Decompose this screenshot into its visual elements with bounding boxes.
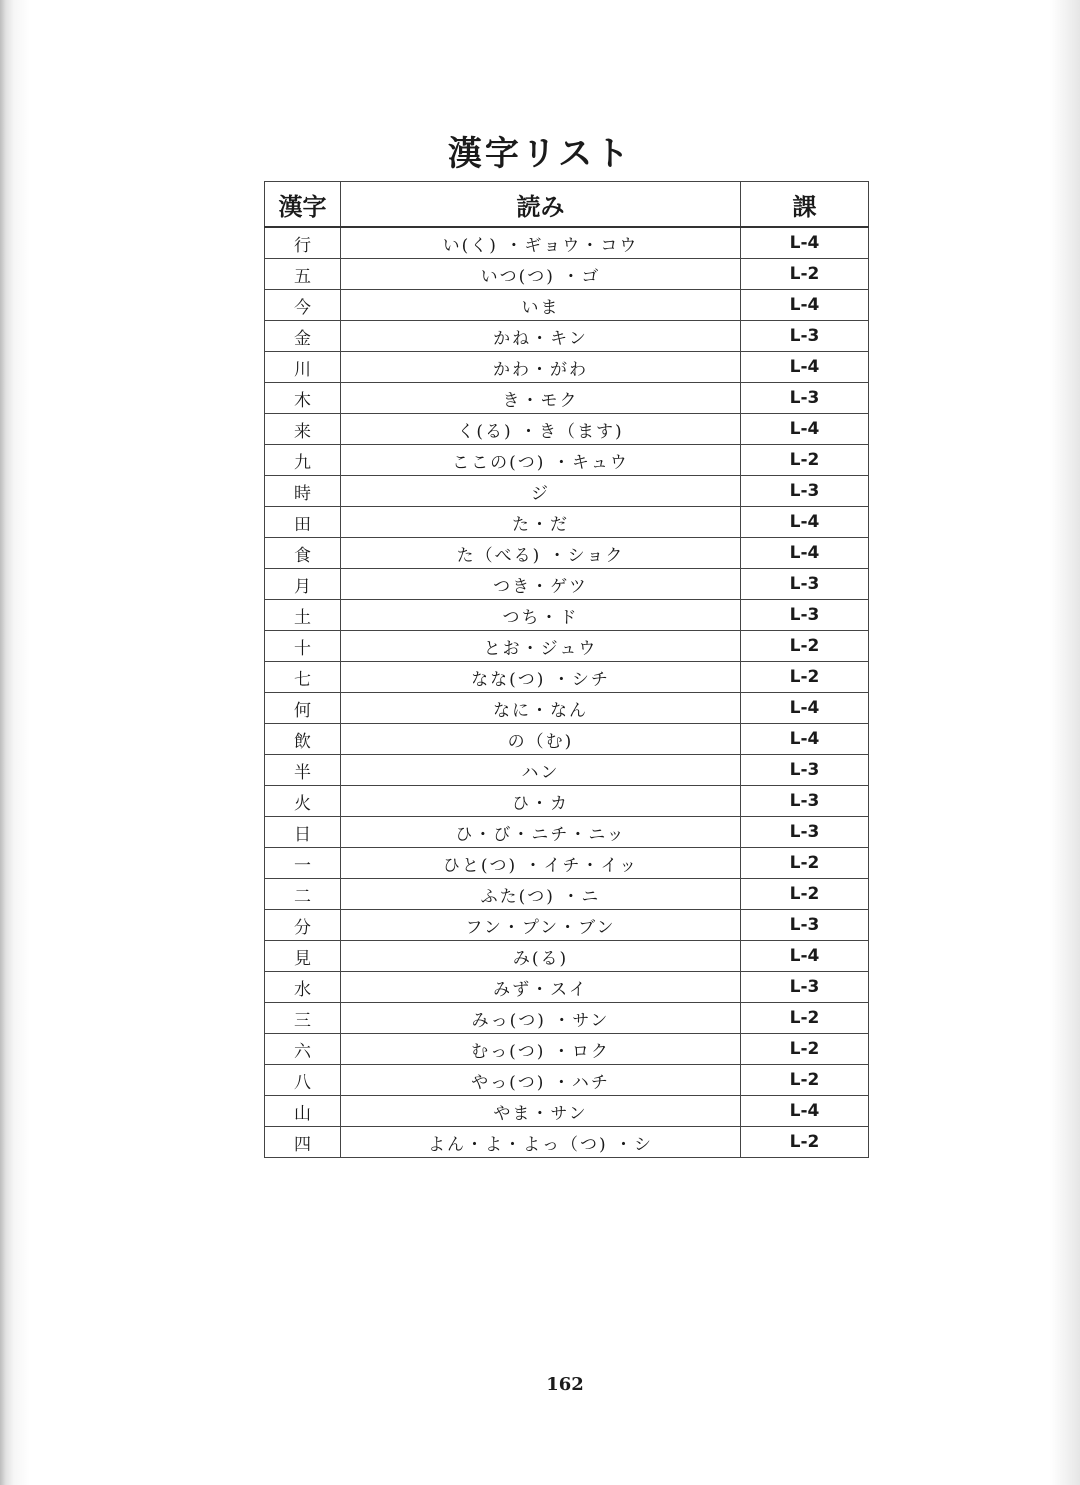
kanji-cell: 三 xyxy=(265,1003,341,1034)
table-row xyxy=(265,600,869,631)
lesson-cell: L-2 xyxy=(741,662,869,693)
reading-cell: た（べる) ・ショク xyxy=(341,538,741,569)
reading-cell: むっ(つ) ・ロク xyxy=(341,1034,741,1065)
kanji-cell: 二 xyxy=(265,879,341,910)
table-row xyxy=(265,848,869,879)
kanji-cell: 何 xyxy=(265,693,341,724)
lesson-cell: L-3 xyxy=(741,383,869,414)
table-row xyxy=(265,724,869,755)
reading-cell: ハン xyxy=(341,755,741,786)
table-row xyxy=(265,941,869,972)
lesson-cell: L-4 xyxy=(741,538,869,569)
kanji-cell: 一 xyxy=(265,848,341,879)
header-reading: 読み xyxy=(341,182,741,228)
table-row xyxy=(265,1003,869,1034)
table-row xyxy=(265,569,869,600)
lesson-cell: L-4 xyxy=(741,724,869,755)
lesson-cell: L-3 xyxy=(741,972,869,1003)
lesson-cell: L-2 xyxy=(741,259,869,290)
kanji-cell: 土 xyxy=(265,600,341,631)
table-row xyxy=(265,910,869,941)
kanji-cell: 半 xyxy=(265,755,341,786)
table-row xyxy=(265,1065,869,1096)
lesson-cell: L-3 xyxy=(741,755,869,786)
kanji-cell: 九 xyxy=(265,445,341,476)
lesson-cell: L-3 xyxy=(741,786,869,817)
page-number: 162 xyxy=(546,1374,584,1395)
reading-cell: く(る) ・き（ます) xyxy=(341,414,741,445)
kanji-cell: 月 xyxy=(265,569,341,600)
reading-cell: よん・よ・よっ（つ) ・シ xyxy=(341,1127,741,1158)
reading-cell: かわ・がわ xyxy=(341,352,741,383)
reading-cell: みず・スイ xyxy=(341,972,741,1003)
lesson-cell: L-3 xyxy=(741,817,869,848)
reading-cell: いつ(つ) ・ゴ xyxy=(341,259,741,290)
table-header-row xyxy=(265,182,869,228)
lesson-cell: L-2 xyxy=(741,1034,869,1065)
lesson-cell: L-3 xyxy=(741,600,869,631)
table-row xyxy=(265,321,869,352)
lesson-cell: L-4 xyxy=(741,1096,869,1127)
reading-cell: ふた(つ) ・ニ xyxy=(341,879,741,910)
kanji-cell: 田 xyxy=(265,507,341,538)
kanji-cell: 今 xyxy=(265,290,341,321)
table-row xyxy=(265,1034,869,1065)
table-row xyxy=(265,227,869,259)
reading-cell: やっ(つ) ・ハチ xyxy=(341,1065,741,1096)
lesson-cell: L-4 xyxy=(741,693,869,724)
table-row xyxy=(265,476,869,507)
kanji-cell: 来 xyxy=(265,414,341,445)
reading-cell: なな(つ) ・シチ xyxy=(341,662,741,693)
lesson-cell: L-2 xyxy=(741,1127,869,1158)
table-row xyxy=(265,879,869,910)
table-row xyxy=(265,290,869,321)
lesson-cell: L-2 xyxy=(741,1065,869,1096)
kanji-cell: 金 xyxy=(265,321,341,352)
kanji-cell: 行 xyxy=(265,227,341,259)
lesson-cell: L-3 xyxy=(741,321,869,352)
reading-cell: い(く) ・ギョウ・コウ xyxy=(341,227,741,259)
lesson-cell: L-4 xyxy=(741,941,869,972)
table-row xyxy=(265,662,869,693)
kanji-cell: 木 xyxy=(265,383,341,414)
lesson-cell: L-3 xyxy=(741,910,869,941)
reading-cell: ひ・び・ニチ・ニッ xyxy=(341,817,741,848)
reading-cell: かね・キン xyxy=(341,321,741,352)
table-row xyxy=(265,631,869,662)
reading-cell: つち・ド xyxy=(341,600,741,631)
table-row xyxy=(265,1096,869,1127)
reading-cell: ジ xyxy=(341,476,741,507)
header-kanji: 漢字 xyxy=(265,182,341,228)
kanji-cell: 飲 xyxy=(265,724,341,755)
kanji-cell: 山 xyxy=(265,1096,341,1127)
kanji-cell: 食 xyxy=(265,538,341,569)
table-row xyxy=(265,414,869,445)
lesson-cell: L-2 xyxy=(741,879,869,910)
lesson-cell: L-2 xyxy=(741,445,869,476)
kanji-cell: 四 xyxy=(265,1127,341,1158)
kanji-cell: 見 xyxy=(265,941,341,972)
kanji-list-table xyxy=(264,181,869,1158)
table-row xyxy=(265,352,869,383)
header-lesson: 課 xyxy=(741,182,869,228)
lesson-cell: L-2 xyxy=(741,848,869,879)
kanji-cell: 時 xyxy=(265,476,341,507)
table-row xyxy=(265,259,869,290)
kanji-cell: 六 xyxy=(265,1034,341,1065)
kanji-cell: 日 xyxy=(265,817,341,848)
reading-cell: ひ・カ xyxy=(341,786,741,817)
lesson-cell: L-4 xyxy=(741,290,869,321)
reading-cell: いま xyxy=(341,290,741,321)
table-row xyxy=(265,755,869,786)
lesson-cell: L-4 xyxy=(741,414,869,445)
page-title: 漢字リスト xyxy=(447,134,633,174)
lesson-cell: L-2 xyxy=(741,631,869,662)
kanji-cell: 川 xyxy=(265,352,341,383)
kanji-cell: 七 xyxy=(265,662,341,693)
lesson-cell: L-4 xyxy=(741,507,869,538)
reading-cell: き・モク xyxy=(341,383,741,414)
table-row xyxy=(265,507,869,538)
table-row xyxy=(265,817,869,848)
reading-cell: つき・ゲツ xyxy=(341,569,741,600)
table-row xyxy=(265,1127,869,1158)
reading-cell: ここの(つ) ・キュウ xyxy=(341,445,741,476)
reading-cell: とお・ジュウ xyxy=(341,631,741,662)
kanji-cell: 火 xyxy=(265,786,341,817)
kanji-cell: 五 xyxy=(265,259,341,290)
reading-cell: フン・プン・ブン xyxy=(341,910,741,941)
lesson-cell: L-4 xyxy=(741,352,869,383)
table-row xyxy=(265,972,869,1003)
table-row xyxy=(265,693,869,724)
lesson-cell: L-4 xyxy=(741,227,869,259)
table-body xyxy=(265,227,869,1158)
reading-cell: なに・なん xyxy=(341,693,741,724)
table-row xyxy=(265,383,869,414)
lesson-cell: L-3 xyxy=(741,569,869,600)
kanji-cell: 水 xyxy=(265,972,341,1003)
kanji-cell: 十 xyxy=(265,631,341,662)
table-row xyxy=(265,786,869,817)
reading-cell: た・だ xyxy=(341,507,741,538)
reading-cell: やま・サン xyxy=(341,1096,741,1127)
lesson-cell: L-3 xyxy=(741,476,869,507)
table-row xyxy=(265,445,869,476)
reading-cell: の（む) xyxy=(341,724,741,755)
kanji-cell: 分 xyxy=(265,910,341,941)
lesson-cell: L-2 xyxy=(741,1003,869,1034)
table-row xyxy=(265,538,869,569)
kanji-cell: 八 xyxy=(265,1065,341,1096)
reading-cell: み(る) xyxy=(341,941,741,972)
reading-cell: ひと(つ) ・イチ・イッ xyxy=(341,848,741,879)
reading-cell: みっ(つ) ・サン xyxy=(341,1003,741,1034)
